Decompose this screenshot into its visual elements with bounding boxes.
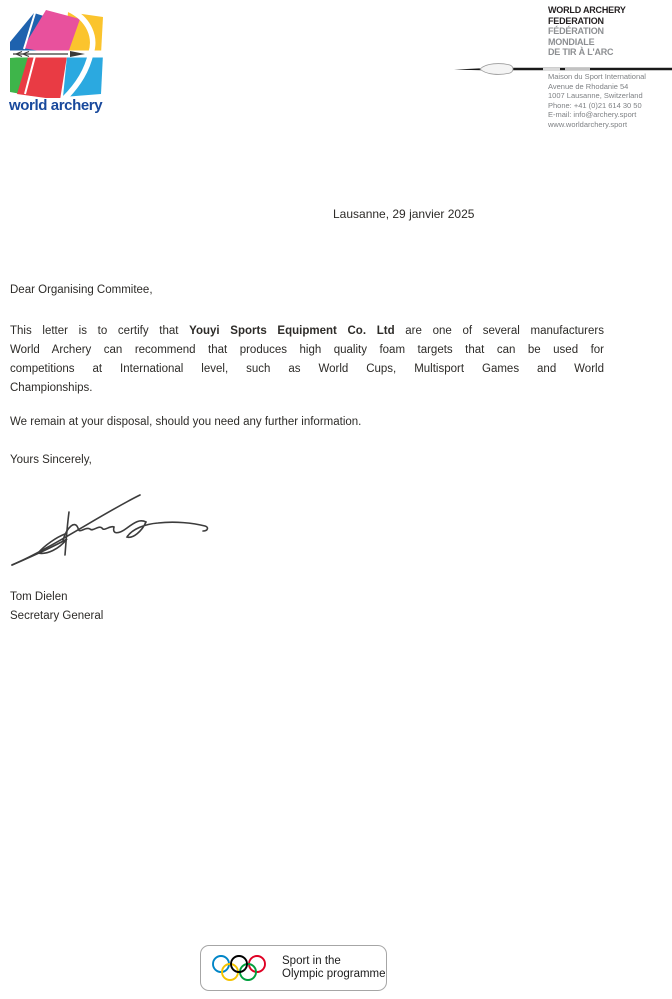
address-block (548, 72, 670, 129)
body-line-4: Championships. (10, 382, 93, 394)
org-name-en-line1: WORLD ARCHERY (548, 5, 626, 15)
world-archery-logo-icon (10, 10, 103, 98)
date-line: Lausanne, 29 janvier 2025 (333, 207, 475, 221)
address-line: Maison du Sport International (548, 72, 646, 81)
olympic-label-line1: Sport in the (282, 954, 341, 967)
signer-name: Tom Dielen (10, 591, 68, 603)
salutation: Dear Organising Commitee, (10, 284, 153, 296)
valediction: Yours Sincerely, (10, 454, 92, 466)
olympic-programme-label (282, 955, 386, 982)
body-line-1-suffix: are one of several manufacturers (394, 325, 604, 337)
org-name-fr-line2: MONDIALE (548, 36, 595, 47)
org-name-fr-line3: DE TIR À L'ARC (548, 47, 614, 57)
logo-wordmark: world archery (9, 97, 103, 114)
body-line-1-prefix: This letter is to certify that (10, 325, 190, 337)
signer-title: Secretary General (10, 610, 104, 622)
signer-block (10, 588, 103, 626)
address-line: Avenue de Rhodanie 54 (548, 81, 629, 91)
body-line-3: competitions at International level, such as World Cups, Multisport Games and World (10, 363, 604, 375)
company-name: Youyi Sports Equipment Co. Ltd (189, 325, 395, 337)
body-line-1 (10, 322, 604, 341)
olympic-programme-badge (200, 945, 387, 991)
org-name-fr-line1: FÉDÉRATION (548, 26, 604, 36)
address-line: www.worldarchery.sport (548, 119, 628, 129)
address-line: E-mail: info@archery.sport (548, 110, 637, 119)
olympic-label-line2: Olympic programme (282, 968, 386, 980)
body-paragraph (10, 322, 604, 398)
body-line-2: World Archery can recommend that produces high quality foam targets that can be used for (10, 344, 604, 356)
closing-line: We remain at your disposal, should you need any further information. (10, 416, 362, 428)
address-line: Phone: +41 (0)21 614 30 50 (548, 100, 642, 110)
org-name-block (548, 5, 668, 58)
address-line: 1007 Lausanne, Switzerland (548, 91, 643, 100)
olympic-rings-icon (210, 952, 272, 984)
org-name-en-line2: FEDERATION (548, 15, 604, 26)
signature-image (5, 487, 215, 572)
